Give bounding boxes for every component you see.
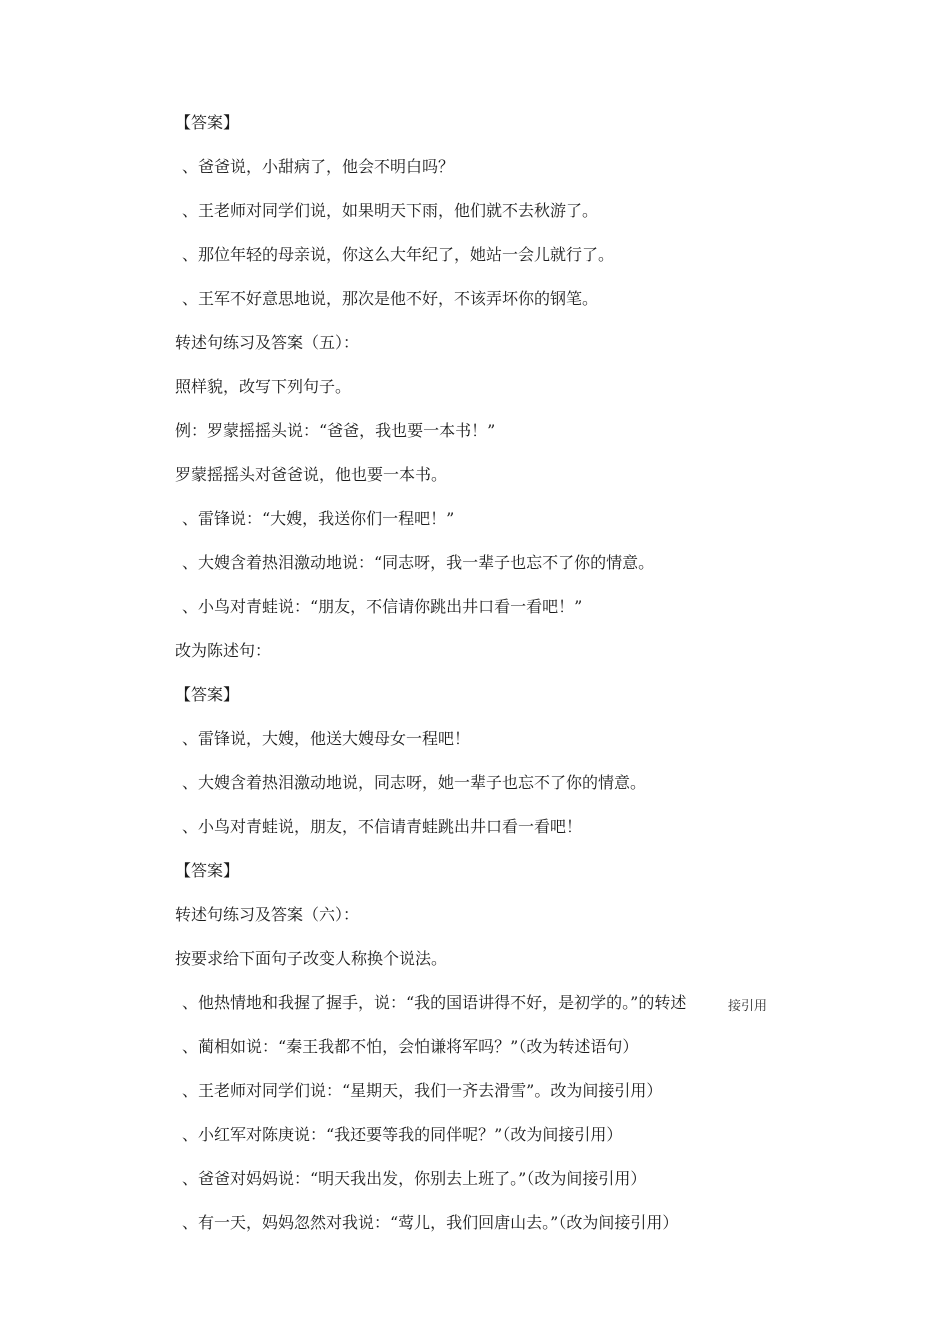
answer-line: 、那位年轻的母亲说，你这么大年纪了，她站一会儿就行了。	[182, 245, 615, 264]
section-heading: 转述句练习及答案（六）：	[175, 905, 360, 924]
answer-line: 、雷锋说，大嫂，他送大嫂母女一程吧！	[182, 729, 471, 748]
exercise-line: 、小红军对陈庚说：“我还要等我的同伴呢？”（改为间接引用）	[182, 1125, 623, 1144]
exercise-line: 、他热情地和我握了握手，说：“我的国语讲得不好，是初学的。”的转述	[182, 993, 687, 1012]
example-line: 例：罗蒙摇摇头说：“爸爸，我也要一本书！”	[175, 421, 496, 440]
section-heading: 转述句练习及答案（五）：	[175, 333, 360, 352]
answer-heading: 【答案】	[175, 113, 240, 132]
exercise-line: 、蔺相如说：“秦王我都不怕，会怕谦将军吗？”（改为转述语句）	[182, 1037, 639, 1056]
answer-line: 、大嫂含着热泪激动地说，同志呀，她一辈子也忘不了你的情意。	[182, 773, 647, 792]
instruction-line: 按要求给下面句子改变人称换个说法。	[175, 949, 448, 968]
exercise-line: 、爸爸对妈妈说：“明天我出发，你别去上班了。”（改为间接引用）	[182, 1169, 647, 1188]
instruction-line: 照样貌，改写下列句子。	[175, 377, 352, 396]
answer-line: 、小鸟对青蛙说，朋友，不信请青蛙跳出井口看一看吧！	[182, 817, 583, 836]
exercise-line: 、雷锋说：“大嫂，我送你们一程吧！”	[182, 509, 455, 528]
answer-heading: 【答案】	[175, 861, 240, 880]
answer-line: 、王老师对同学们说，如果明天下雨，他们就不去秋游了。	[182, 201, 599, 220]
answer-line: 、王军不好意思地说，那次是他不好，不该弄坏你的钢笔。	[182, 289, 599, 308]
exercise-line: 、小鸟对青蛙说：“朋友，不信请你跳出井口看一看吧！”	[182, 597, 583, 616]
answer-line: 、爸爸说，小甜病了，他会不明白吗？	[182, 157, 455, 176]
exercise-line: 、大嫂含着热泪激动地说：“同志呀，我一辈子也忘不了你的情意。	[182, 553, 655, 572]
example-answer-line: 罗蒙摇摇头对爸爸说，他也要一本书。	[175, 465, 448, 484]
exercise-line: 、有一天，妈妈忽然对我说：“莺儿，我们回唐山去。”（改为间接引用）	[182, 1213, 679, 1232]
overlapping-text: 接引用	[728, 999, 768, 1014]
instruction-line: 改为陈述句：	[175, 641, 272, 660]
exercise-line: 、王老师对同学们说：“星期天，我们一齐去滑雪”。改为间接引用）	[182, 1081, 663, 1100]
answer-heading: 【答案】	[175, 685, 240, 704]
